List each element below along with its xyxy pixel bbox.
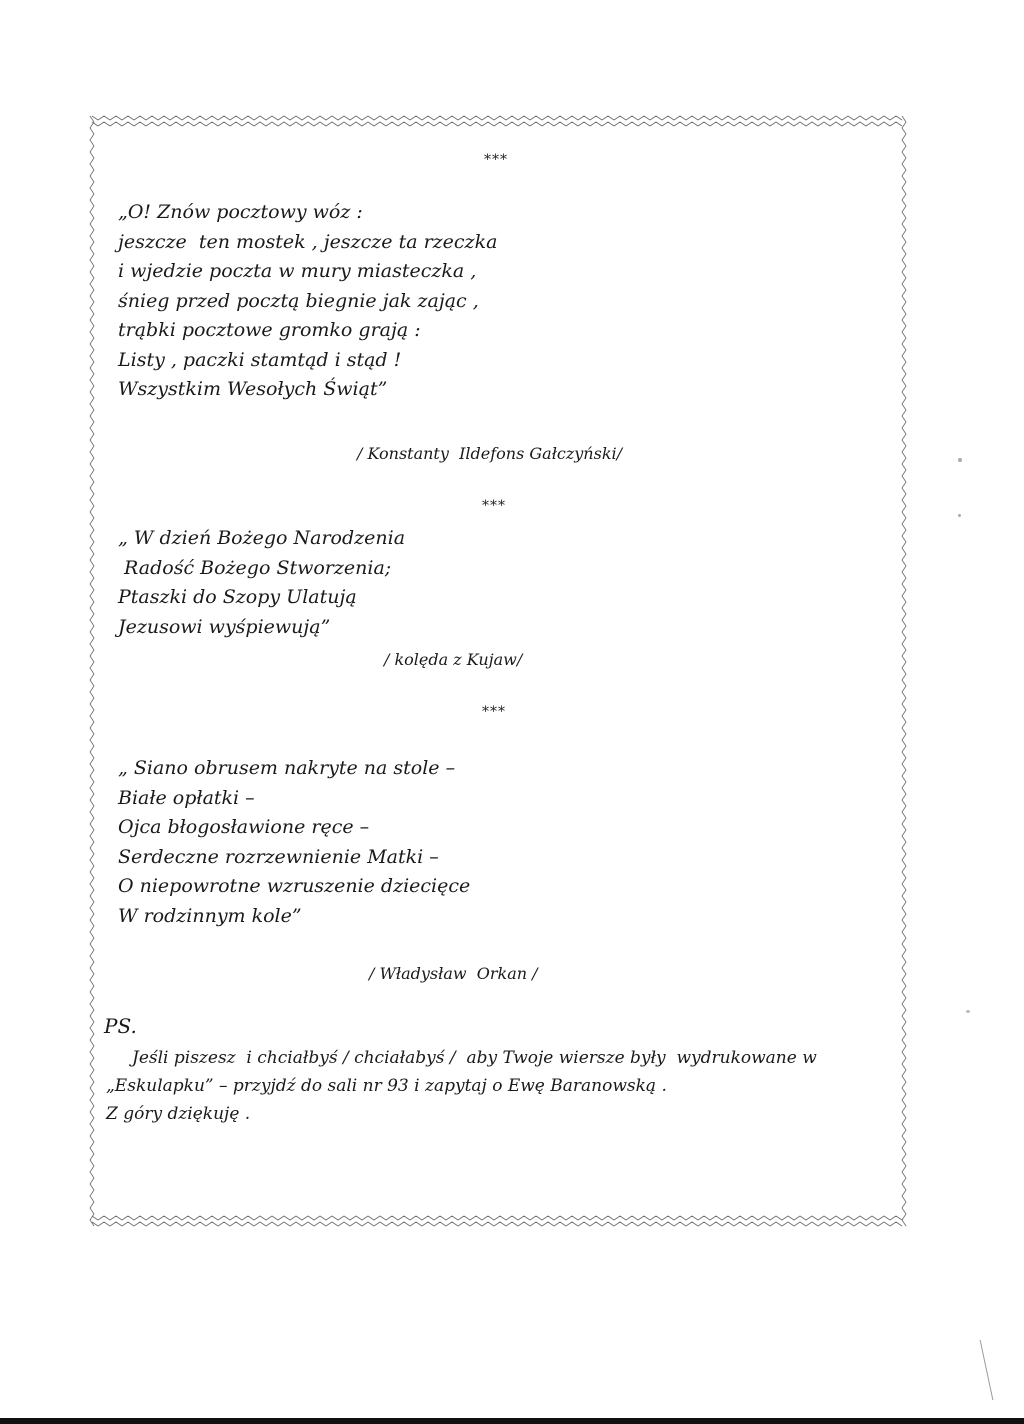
poem-line: Listy , paczki stamtąd i stąd !	[118, 348, 402, 371]
poem-line: jeszcze ten mostek , jeszcze ta rzeczka	[118, 230, 498, 253]
poem-line: „O! Znów pocztowy wóz :	[118, 201, 363, 223]
poem-line: śnieg przed pocztą biegnie jak zając ,	[118, 289, 479, 312]
poem-orkan	[118, 754, 470, 931]
scan-speck	[958, 514, 961, 517]
poem-line: „ Siano obrusem nakryte na stole –	[118, 757, 456, 779]
poem-galczynski	[118, 198, 497, 405]
poem-attribution: / kolęda z Kujaw/	[384, 650, 523, 669]
ps-line: Jeśli piszesz i chciałbyś / chciałabyś / aby Twoje wiersze były wydrukowane w	[132, 1048, 817, 1068]
scan-speck	[966, 1010, 970, 1013]
poem-koleda	[118, 524, 405, 642]
scan-speck	[958, 458, 962, 462]
poem-attribution: / Władysław Orkan /	[369, 964, 538, 983]
poem-line: W rodzinnym kole”	[118, 904, 302, 927]
poem-attribution: / Konstanty Ildefons Gałczyński/	[357, 444, 623, 463]
poem-line: Jezusowi wyśpiewują”	[118, 615, 331, 638]
poem-line: Ptaszki do Szopy Ulatują	[118, 586, 357, 608]
ps-line: „Eskulapku” – przyjdź do sali nr 93 i zapytaj o Ewę Baranowską .	[106, 1076, 667, 1096]
poem-line: Serdeczne rozrzewnienie Matki –	[118, 845, 439, 868]
section-separator: ***	[482, 498, 506, 514]
section-separator: ***	[484, 152, 508, 168]
poem-line: Białe opłatki –	[118, 786, 255, 809]
poem-line: Radość Bożego Stworzenia;	[118, 556, 392, 579]
ps-note	[106, 1044, 817, 1128]
poem-line: „ W dzień Bożego Narodzenia	[118, 527, 406, 549]
poem-line: trąbki pocztowe gromko grają :	[118, 319, 421, 341]
ps-line: Z góry dziękuję .	[106, 1104, 251, 1124]
poem-line: O niepowrotne wzruszenie dziecięce	[118, 875, 471, 897]
poem-line: Wszystkim Wesołych Świąt”	[118, 378, 388, 400]
scan-bottom-edge	[0, 1418, 1024, 1424]
ps-label: PS.	[104, 1014, 137, 1038]
section-separator: ***	[482, 704, 506, 720]
poem-line: i wjedzie poczta w mury miasteczka ,	[118, 260, 477, 282]
poem-line: Ojca błogosławione ręce –	[118, 816, 370, 838]
